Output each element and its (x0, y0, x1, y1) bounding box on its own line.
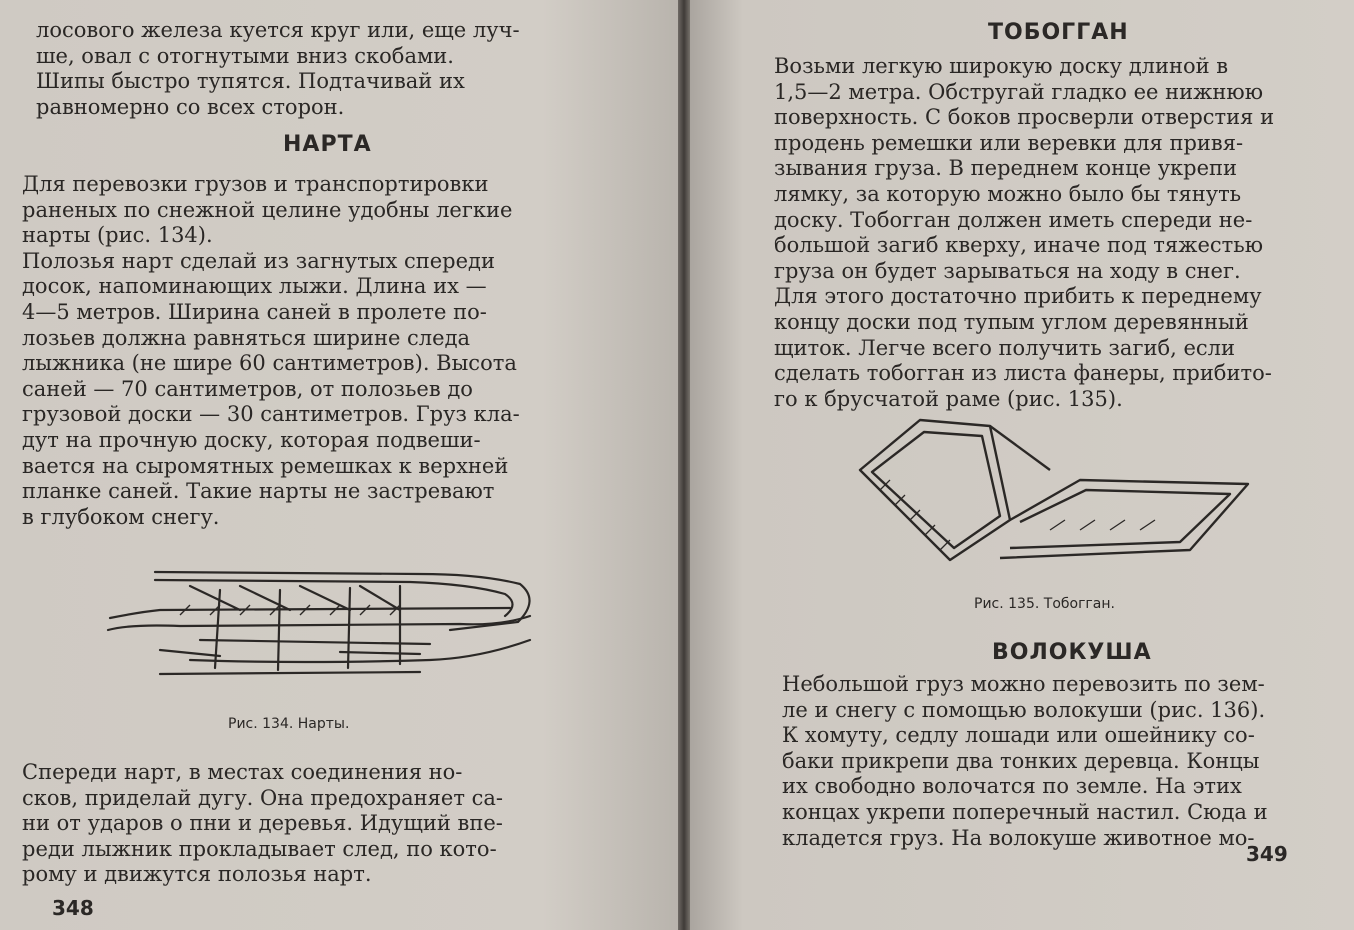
text-line: продень ремешки или веревки для привя- (774, 130, 1244, 155)
text-line: К хомуту, седлу лошади или ошейнику со- (782, 723, 1255, 748)
left-top-text (36, 18, 616, 120)
text-line: ни от ударов о пни и деревья. Идущий впе- (22, 811, 503, 836)
text-line: концу доски под тупым углом деревянный (774, 309, 1249, 334)
text-line: концах укрепи поперечный настил. Сюда и (782, 799, 1268, 824)
text-line: сков, приделай дугу. Она предохраняет са- (22, 785, 504, 810)
text-line: досок, напоминающих лыжи. Длина их — (22, 274, 487, 299)
text-line: ле и снегу с помощью волокуши (рис. 136). (782, 697, 1266, 722)
text-line: лыжника (не шире 60 сантиметров). Высота (22, 351, 517, 376)
text-line: лозьев должна равняться ширине следа (22, 325, 471, 350)
narta-text (22, 172, 618, 530)
text-line: Небольшой груз можно перевозить по зем- (782, 672, 1265, 696)
text-line: сделать тобогган из листа фанеры, прибито- (774, 361, 1272, 386)
text-line: в глубоком снегу. (22, 504, 220, 529)
text-line: Полозья нарт сделай из загнутых спереди (22, 248, 495, 273)
left-bottom-text (22, 760, 618, 888)
toboggan-text (774, 54, 1316, 412)
text-line: ше, овал с отогнутыми вниз скобами. (36, 43, 454, 68)
right-page (690, 0, 1354, 930)
text-line: поверхность. С боков просверли отверстия и (774, 105, 1275, 130)
volokusha-text (782, 672, 1314, 851)
heading-toboggan: ТОБОГГАН (988, 20, 1129, 45)
text-line: их свободно волочатся по земле. На этих (782, 774, 1242, 799)
page-number-left: 348 (52, 896, 94, 920)
text-line: 1,5—2 метра. Обстругай гладко ее нижнюю (774, 79, 1263, 104)
toboggan-illustration (850, 410, 1250, 580)
text-line: рому и движутся полозья нарт. (22, 862, 372, 887)
heading-volokusha: ВОЛОКУША (992, 640, 1152, 665)
text-line: реди лыжник прокладывает след, по кото- (22, 836, 497, 861)
text-line: зывания груза. В переднем конце укрепи (774, 156, 1238, 181)
text-line: 4—5 метров. Ширина саней в пролете по- (22, 299, 487, 324)
text-line: лосового железа куется круг или, еще луч- (36, 18, 520, 42)
text-line: Возьми легкую широкую доску длиной в (774, 54, 1229, 78)
text-line: раненых по снежной целине удобны легкие (22, 197, 513, 222)
text-line: баки прикрепи два тонких деревца. Концы (782, 748, 1260, 773)
text-line: Шипы быстро тупятся. Подтачивай их (36, 69, 465, 94)
book-gutter (678, 0, 690, 930)
text-line: Спереди нарт, в местах соединения но- (22, 760, 463, 784)
figure-135-caption: Рис. 135. Тобогган. (974, 596, 1115, 612)
text-line: нарты (рис. 134). (22, 223, 213, 248)
text-line: го к брусчатой раме (рис. 135). (774, 386, 1123, 411)
text-line: доску. Тобогган должен иметь спереди не- (774, 207, 1253, 232)
heading-narta: НАРТА (283, 132, 372, 157)
text-line: планке саней. Такие нарты не застревают (22, 479, 495, 504)
text-line: саней — 70 сантиметров, от полозьев до (22, 376, 473, 401)
text-line: большой загиб кверху, иначе под тяжестью (774, 233, 1264, 258)
text-line: дут на прочную доску, которая подвеши- (22, 427, 481, 452)
narta-sled-illustration (100, 560, 540, 690)
page-number-right: 349 (1246, 842, 1288, 866)
text-line: грузовой доски — 30 сантиметров. Груз кла- (22, 402, 520, 427)
text-line: груза он будет зарываться на ходу в снег. (774, 258, 1241, 283)
text-line: щиток. Легче всего получить загиб, если (774, 335, 1235, 360)
text-line: равномерно со всех сторон. (36, 94, 345, 119)
figure-134-caption: Рис. 134. Нарты. (228, 716, 350, 732)
text-line: кладется груз. На волокуше животное мо- (782, 825, 1255, 850)
text-line: лямку, за которую можно было бы тянуть (774, 181, 1242, 206)
text-line: Для этого достаточно прибить к переднему (774, 284, 1262, 309)
text-line: вается на сыромятных ремешках к верхней (22, 453, 509, 478)
text-line: Для перевозки грузов и транспортировки (22, 172, 489, 196)
